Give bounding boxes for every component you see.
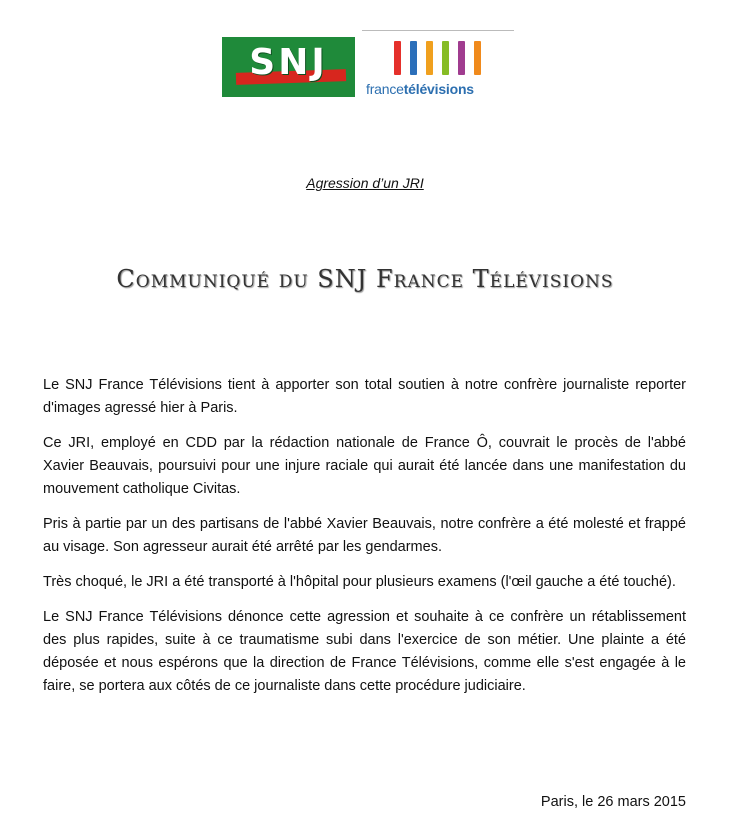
snj-logo [222, 37, 355, 97]
france-televisions-logo-bars [392, 41, 492, 77]
logo-bar-purple [458, 41, 465, 75]
paragraph: Ce JRI, employé en CDD par la rédaction nationale de France Ô, couvrait le procès de l'abbé Xavier Beauvais, poursuivi pour une injure raciale qui aurait été lancée dans une manifestation du mouvement catholique Civitas. [43, 435, 686, 497]
communique-body [43, 374, 686, 710]
date-signature: Paris, le 26 mars 2015 [540, 794, 686, 810]
paragraph: Très choqué, le JRI a été transporté à l'hôpital pour plusieurs examens (l'œil gauche a été touché). [43, 574, 676, 590]
page-title: Communiqué du SNJ France Télévisions [116, 265, 614, 293]
logo-bar-red [394, 41, 401, 75]
header-logos [222, 30, 514, 100]
ftv-text-part2: télévisions [403, 81, 474, 97]
paragraph: Le SNJ France Télévisions dénonce cette agression et souhaite à ce confrère un rétablissement des plus rapides, suite à ce traumatisme subi dans l'exercice de son métier. Une plainte a été déposée et nous espérons que la direction de France Télévisions, comme elle s'est engagée à le faire, se portera aux côtés de ce journaliste dans cette procédure judiciaire. [43, 609, 686, 694]
logo-bar-yellow [426, 41, 433, 75]
paragraph: Pris à partie par un des partisans de l'abbé Xavier Beauvais, notre confrère a été molesté et frappé au visage. Son agresseur aurait été arrêté par les gendarmes. [43, 516, 686, 555]
logo-bar-green [442, 41, 449, 75]
logo-bar-blue [410, 41, 417, 75]
france-televisions-logo-text [366, 81, 474, 97]
subtitle: Agression d’un JRI [306, 175, 424, 191]
paragraph: Le SNJ France Télévisions tient à apporter son total soutien à notre confrère journaliste reporter d'images agressé hier à Paris. [43, 377, 686, 416]
france-televisions-logo [362, 30, 514, 101]
ftv-text-part1: france [366, 81, 404, 97]
logo-bar-orange [474, 41, 481, 75]
snj-logo-text: SNJ [249, 42, 328, 83]
